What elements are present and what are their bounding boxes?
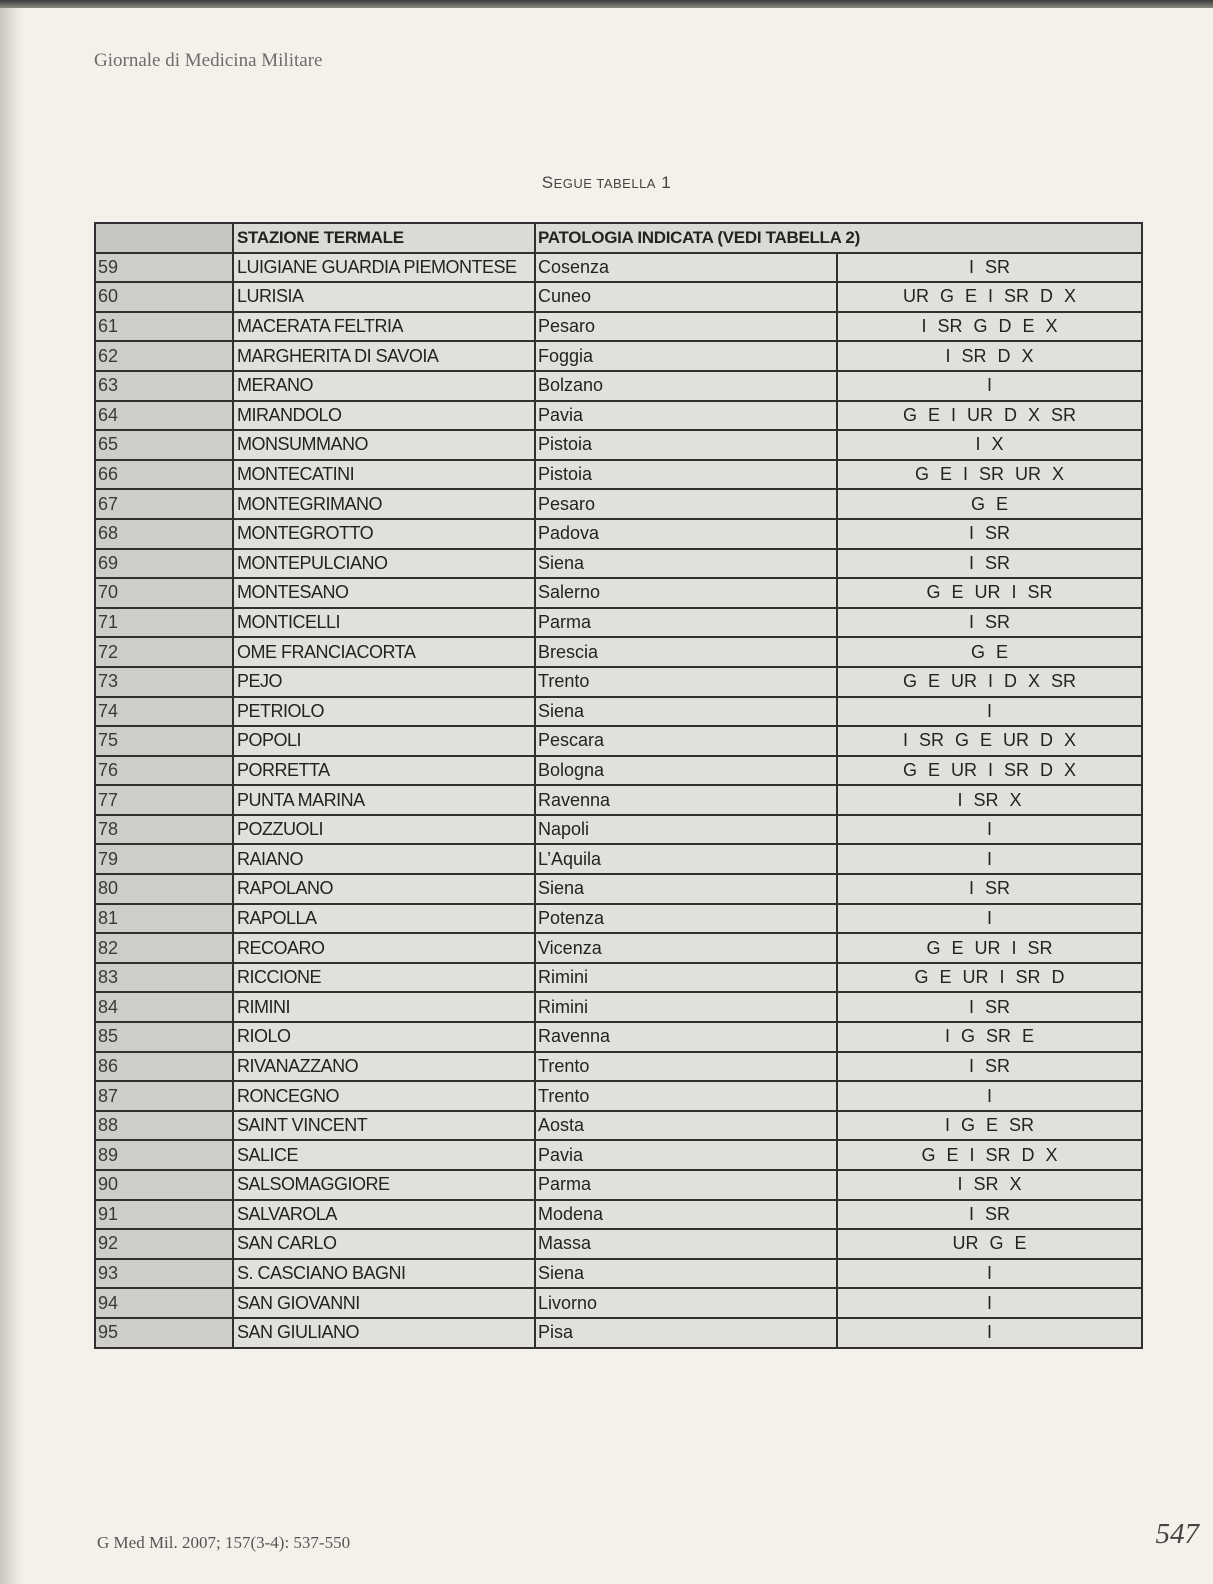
- station-name: MARGHERITA DI SAVOIA: [233, 341, 535, 371]
- province: Massa: [535, 1229, 837, 1259]
- station-name: SAN GIOVANNI: [233, 1288, 535, 1318]
- page-edge: [0, 0, 1213, 8]
- table-row: [95, 1052, 1142, 1082]
- table-row: [95, 430, 1142, 460]
- province: Ravenna: [535, 1022, 837, 1052]
- pathology-codes: G E UR I SR D X: [837, 756, 1142, 786]
- table-row: [95, 667, 1142, 697]
- station-name: PEJO: [233, 667, 535, 697]
- pathology-codes: UR G E I SR D X: [837, 282, 1142, 312]
- row-number: 87: [95, 1081, 233, 1111]
- station-name: PUNTA MARINA: [233, 785, 535, 815]
- station-name: RIMINI: [233, 992, 535, 1022]
- table-row: [95, 1081, 1142, 1111]
- pathology-codes: I SR G E UR D X: [837, 726, 1142, 756]
- row-number: 72: [95, 637, 233, 667]
- pathology-codes: I SR: [837, 608, 1142, 638]
- row-number: 83: [95, 963, 233, 993]
- table-row: [95, 341, 1142, 371]
- station-name: RICCIONE: [233, 963, 535, 993]
- pathology-codes: G E: [837, 637, 1142, 667]
- station-name: RIVANAZZANO: [233, 1052, 535, 1082]
- pathology-codes: I G SR E: [837, 1022, 1142, 1052]
- province: Rimini: [535, 963, 837, 993]
- pathology-codes: I SR X: [837, 1170, 1142, 1200]
- table-row: [95, 1200, 1142, 1230]
- pathology-codes: G E I UR D X SR: [837, 401, 1142, 431]
- spa-table: [94, 222, 1143, 1349]
- table-row: [95, 253, 1142, 283]
- table-row: [95, 756, 1142, 786]
- pathology-codes: I: [837, 815, 1142, 845]
- station-name: MIRANDOLO: [233, 401, 535, 431]
- province: Ravenna: [535, 785, 837, 815]
- row-number: 92: [95, 1229, 233, 1259]
- pathology-codes: I G E SR: [837, 1111, 1142, 1141]
- station-name: RECOARO: [233, 933, 535, 963]
- table-header-row: [95, 223, 1142, 253]
- station-name: SAN CARLO: [233, 1229, 535, 1259]
- table-row: [95, 312, 1142, 342]
- row-number: 84: [95, 992, 233, 1022]
- pathology-codes: I SR D X: [837, 341, 1142, 371]
- province: Siena: [535, 874, 837, 904]
- pathology-codes: I SR: [837, 874, 1142, 904]
- table-body: [95, 223, 1142, 1348]
- row-number: 77: [95, 785, 233, 815]
- table-row: [95, 460, 1142, 490]
- province: Napoli: [535, 815, 837, 845]
- station-name: MONTEGRIMANO: [233, 489, 535, 519]
- table-row: [95, 726, 1142, 756]
- row-number: 80: [95, 874, 233, 904]
- province: Bologna: [535, 756, 837, 786]
- pathology-codes: G E UR I D X SR: [837, 667, 1142, 697]
- station-name: MACERATA FELTRIA: [233, 312, 535, 342]
- station-name: MONTEGROTTO: [233, 519, 535, 549]
- table-row: [95, 401, 1142, 431]
- pathology-codes: G E UR I SR: [837, 933, 1142, 963]
- row-number: 94: [95, 1288, 233, 1318]
- table-row: [95, 844, 1142, 874]
- station-name: SAINT VINCENT: [233, 1111, 535, 1141]
- row-number: 76: [95, 756, 233, 786]
- row-number: 70: [95, 578, 233, 608]
- caption-initial: S: [541, 173, 554, 192]
- province: Salerno: [535, 578, 837, 608]
- pathology-codes: I: [837, 1288, 1142, 1318]
- pathology-codes: I: [837, 697, 1142, 727]
- pathology-codes: I: [837, 1081, 1142, 1111]
- row-number: 71: [95, 608, 233, 638]
- province: Pavia: [535, 1140, 837, 1170]
- province: Siena: [535, 1259, 837, 1289]
- province: Cuneo: [535, 282, 837, 312]
- pathology-codes: I SR X: [837, 785, 1142, 815]
- row-number: 61: [95, 312, 233, 342]
- pathology-codes: I SR: [837, 1052, 1142, 1082]
- table-row: [95, 1140, 1142, 1170]
- station-name: SALVAROLA: [233, 1200, 535, 1230]
- station-name: RAPOLANO: [233, 874, 535, 904]
- station-name: MERANO: [233, 371, 535, 401]
- table-row: [95, 904, 1142, 934]
- table-row: [95, 608, 1142, 638]
- province: Pistoia: [535, 460, 837, 490]
- row-number: 62: [95, 341, 233, 371]
- row-number: 93: [95, 1259, 233, 1289]
- province: Trento: [535, 667, 837, 697]
- caption-smallcaps: EGUE TABELLA: [553, 176, 656, 191]
- station-name: MONTICELLI: [233, 608, 535, 638]
- row-number: 81: [95, 904, 233, 934]
- pathology-codes: I SR: [837, 519, 1142, 549]
- province: Pavia: [535, 401, 837, 431]
- station-name: SAN GIULIANO: [233, 1318, 535, 1348]
- pathology-codes: UR G E: [837, 1229, 1142, 1259]
- table-row: [95, 489, 1142, 519]
- row-number: 88: [95, 1111, 233, 1141]
- pathology-codes: I: [837, 844, 1142, 874]
- row-number: 79: [95, 844, 233, 874]
- pathology-codes: I: [837, 904, 1142, 934]
- pathology-codes: I SR: [837, 992, 1142, 1022]
- station-name: MONTESANO: [233, 578, 535, 608]
- province: Pesaro: [535, 489, 837, 519]
- row-number: 86: [95, 1052, 233, 1082]
- table-row: [95, 815, 1142, 845]
- table-row: [95, 1288, 1142, 1318]
- row-number: 75: [95, 726, 233, 756]
- table-row: [95, 637, 1142, 667]
- table-row: [95, 1318, 1142, 1348]
- province: Livorno: [535, 1288, 837, 1318]
- province: Vicenza: [535, 933, 837, 963]
- table-row: [95, 519, 1142, 549]
- pathology-codes: I SR G D E X: [837, 312, 1142, 342]
- page-number: 547: [1155, 1518, 1199, 1550]
- station-name: RAIANO: [233, 844, 535, 874]
- province: Trento: [535, 1081, 837, 1111]
- table-row: [95, 282, 1142, 312]
- row-number: 74: [95, 697, 233, 727]
- province: Pescara: [535, 726, 837, 756]
- pathology-codes: G E UR I SR: [837, 578, 1142, 608]
- table-row: [95, 933, 1142, 963]
- table-row: [95, 1170, 1142, 1200]
- page-gutter: [0, 0, 24, 1584]
- table-row: [95, 697, 1142, 727]
- station-name: OME FRANCIACORTA: [233, 637, 535, 667]
- province: L’Aquila: [535, 844, 837, 874]
- table-row: [95, 1259, 1142, 1289]
- station-name: LURISIA: [233, 282, 535, 312]
- pathology-codes: I: [837, 1318, 1142, 1348]
- province: Siena: [535, 697, 837, 727]
- table-row: [95, 1022, 1142, 1052]
- row-number: 89: [95, 1140, 233, 1170]
- province: Modena: [535, 1200, 837, 1230]
- province: Siena: [535, 549, 837, 579]
- header-station: STAZIONE TERMALE: [233, 223, 535, 253]
- station-name: PETRIOLO: [233, 697, 535, 727]
- row-number: 78: [95, 815, 233, 845]
- station-name: SALICE: [233, 1140, 535, 1170]
- pathology-codes: I SR: [837, 253, 1142, 283]
- province: Trento: [535, 1052, 837, 1082]
- caption-number: 1: [661, 173, 672, 192]
- row-number: 64: [95, 401, 233, 431]
- row-number: 63: [95, 371, 233, 401]
- province: Parma: [535, 608, 837, 638]
- row-number: 68: [95, 519, 233, 549]
- row-number: 85: [95, 1022, 233, 1052]
- province: Potenza: [535, 904, 837, 934]
- row-number: 59: [95, 253, 233, 283]
- header-pathology: PATOLOGIA INDICATA (VEDI TABELLA 2): [535, 223, 1142, 253]
- table-row: [95, 371, 1142, 401]
- table-row: [95, 578, 1142, 608]
- pathology-codes: I: [837, 1259, 1142, 1289]
- station-name: SALSOMAGGIORE: [233, 1170, 535, 1200]
- table-row: [95, 785, 1142, 815]
- pathology-codes: I: [837, 371, 1142, 401]
- pathology-codes: G E I SR D X: [837, 1140, 1142, 1170]
- header-number-cell: [95, 223, 233, 253]
- table-row: [95, 874, 1142, 904]
- province: Pisa: [535, 1318, 837, 1348]
- province: Aosta: [535, 1111, 837, 1141]
- province: Bolzano: [535, 371, 837, 401]
- station-name: RIOLO: [233, 1022, 535, 1052]
- province: Parma: [535, 1170, 837, 1200]
- province: Cosenza: [535, 253, 837, 283]
- station-name: S. CASCIANO BAGNI: [233, 1259, 535, 1289]
- citation-footer: G Med Mil. 2007; 157(3-4): 537-550: [97, 1533, 351, 1552]
- province: Pesaro: [535, 312, 837, 342]
- station-name: LUIGIANE GUARDIA PIEMONTESE: [233, 253, 535, 283]
- pathology-codes: G E: [837, 489, 1142, 519]
- table-row: [95, 549, 1142, 579]
- station-name: RAPOLLA: [233, 904, 535, 934]
- pathology-codes: I X: [837, 430, 1142, 460]
- row-number: 91: [95, 1200, 233, 1230]
- row-number: 60: [95, 282, 233, 312]
- station-name: PORRETTA: [233, 756, 535, 786]
- province: Pistoia: [535, 430, 837, 460]
- province: Padova: [535, 519, 837, 549]
- row-number: 95: [95, 1318, 233, 1348]
- table-row: [95, 1111, 1142, 1141]
- station-name: MONTECATINI: [233, 460, 535, 490]
- table-caption: [0, 173, 1213, 193]
- table-row: [95, 1229, 1142, 1259]
- pathology-codes: I SR: [837, 1200, 1142, 1230]
- province: Rimini: [535, 992, 837, 1022]
- row-number: 65: [95, 430, 233, 460]
- pathology-codes: I SR: [837, 549, 1142, 579]
- station-name: MONTEPULCIANO: [233, 549, 535, 579]
- row-number: 82: [95, 933, 233, 963]
- pathology-codes: G E UR I SR D: [837, 963, 1142, 993]
- station-name: RONCEGNO: [233, 1081, 535, 1111]
- station-name: MONSUMMANO: [233, 430, 535, 460]
- station-name: POPOLI: [233, 726, 535, 756]
- row-number: 90: [95, 1170, 233, 1200]
- row-number: 66: [95, 460, 233, 490]
- row-number: 67: [95, 489, 233, 519]
- table-row: [95, 992, 1142, 1022]
- pathology-codes: G E I SR UR X: [837, 460, 1142, 490]
- station-name: POZZUOLI: [233, 815, 535, 845]
- province: Brescia: [535, 637, 837, 667]
- row-number: 69: [95, 549, 233, 579]
- table-row: [95, 963, 1142, 993]
- province: Foggia: [535, 341, 837, 371]
- journal-title: Giornale di Medicina Militare: [94, 50, 323, 71]
- row-number: 73: [95, 667, 233, 697]
